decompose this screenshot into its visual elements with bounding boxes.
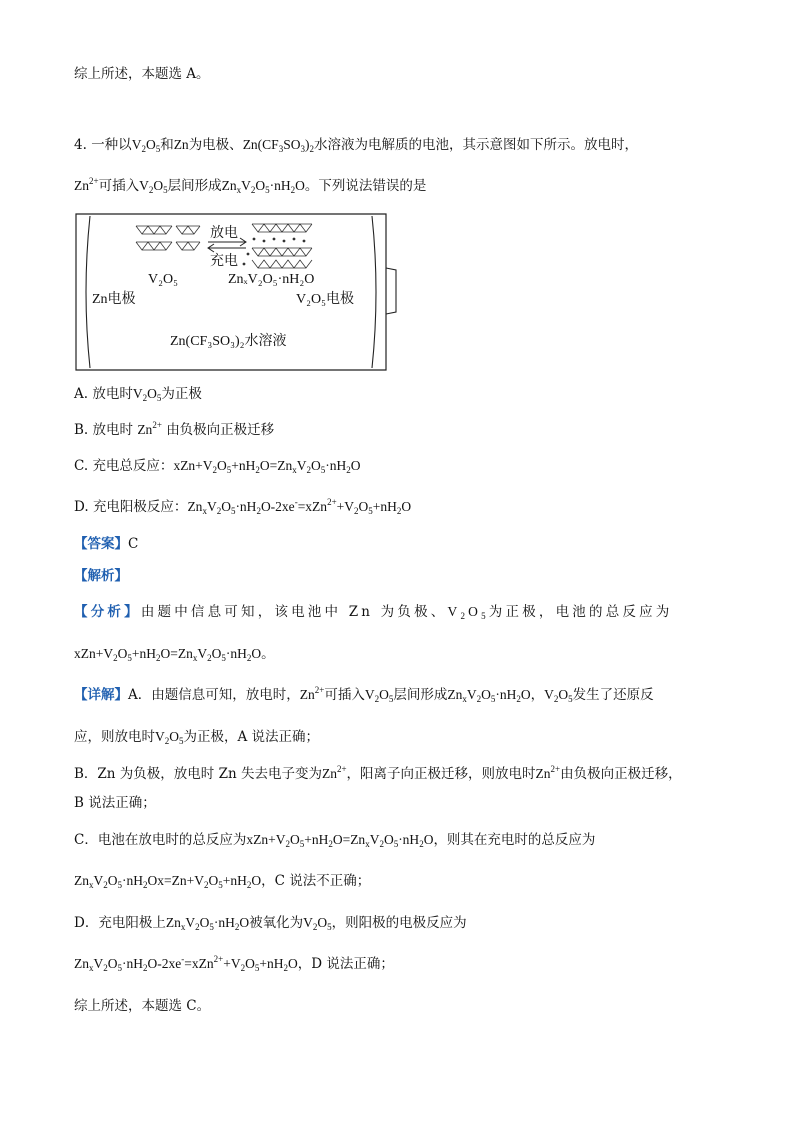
answer-line	[74, 534, 138, 554]
detail-c-line1: C．电池在放电时的总反应为$xZn+V_2O_5+nH_2O=Zn_xV_2O_5\cdot nH_2O$，则其在充电时的总反应为	[74, 832, 596, 849]
option-c: C. 充电总反应：$xZn+V_2O_5+nH_2O=Zn_xV_2O_5\cdot nH_2O$	[74, 458, 361, 475]
product-label: ZnₓV₂O₅·nH₂O	[228, 272, 315, 287]
answer-value: C	[128, 536, 139, 552]
detail-d-line2: $Zn_xV_2O_5\cdot nH_2O-2xe^-=xZn^{2+}+V_2O_5+nH_2O$，D 说法正确；	[74, 954, 394, 973]
battery-diagram	[72, 212, 402, 372]
v2o5-electrode-label: V₂O₅电极	[296, 292, 354, 307]
previous-summary: 综上所述，本题选 A。	[74, 66, 210, 82]
detail-c-line2: $Zn_xV_2O_5\cdot nH_2Ox=Zn+V_2O_5+nH_2O$，C 说法不正确；	[74, 873, 371, 890]
detail-b-line2: B 说法正确；	[74, 795, 156, 811]
question-stem-line1: 4. 一种以$V_2O_5$和Zn为电极、$Zn(CF_3SO_3)_2$水溶液为电解质的电池，其示意图如下所示。放电时，	[74, 137, 638, 154]
analysis-fenxi-line2: $xZn+V_2O_5+nH_2O=Zn_xV_2O_5\cdot nH_2O$。	[74, 646, 275, 663]
discharge-label: 放电	[210, 226, 238, 241]
option-b: B. 放电时 $Zn^{2+}$ 由负极向正极迁移	[74, 420, 275, 438]
v2o5-label: V₂O₅	[148, 272, 178, 287]
final-summary: 综上所述，本题选 C。	[74, 998, 211, 1014]
detail-a-line1: 【详解】A．由题信息可知，放电时，$Zn^{2+}$可插入$V_2O_5$层间形成$Zn_xV_2O_5\cdot nH_2O$，$V_2O_5$发生了还原反	[74, 685, 654, 704]
question-number: 4.	[74, 137, 87, 153]
option-a: A. 放电时$V_2O_5$为正极	[74, 386, 202, 403]
answer-label: 【答案】	[74, 536, 128, 552]
question-stem-line2: $Zn^{2+}$可插入$V_2O_5$层间形成$Zn_xV_2O_5\cdot nH_2O$。下列说法错误的是	[74, 176, 427, 195]
electrolyte-label: Zn(CF₃SO₃)₂水溶液	[170, 334, 287, 349]
charge-label: 充电	[210, 254, 238, 269]
zinc-ion-dots-icon	[243, 238, 306, 266]
analysis-fenxi-line1: 【分析】由题中信息可知，该电池中 Zn 为负极、$V_2O_5$为正极，电池的总反应为	[74, 604, 673, 621]
detail-b-line1: B．Zn 为负极，放电时 Zn 失去电子变为$Zn^{2+}$，阳离子向正极迁移，则放电时$Zn^{2+}$由负极向正极迁移，	[74, 764, 682, 782]
zn-electrode-label: Zn电极	[92, 292, 136, 307]
analysis-heading: 【解析】	[74, 568, 128, 584]
detail-d-line1: D．充电阳极上$Zn_xV_2O_5\cdot nH_2O$被氧化为$V_2O_5$，则阳极的电极反应为	[74, 915, 467, 932]
detail-a-line2: 应，则放电时$V_2O_5$为正极，A 说法正确；	[74, 729, 320, 746]
option-d: D. 充电阳极反应：$Zn_xV_2O_5\cdot nH_2O-2xe^-=xZn^{2+}+V_2O_5+nH_2O$	[74, 497, 412, 516]
